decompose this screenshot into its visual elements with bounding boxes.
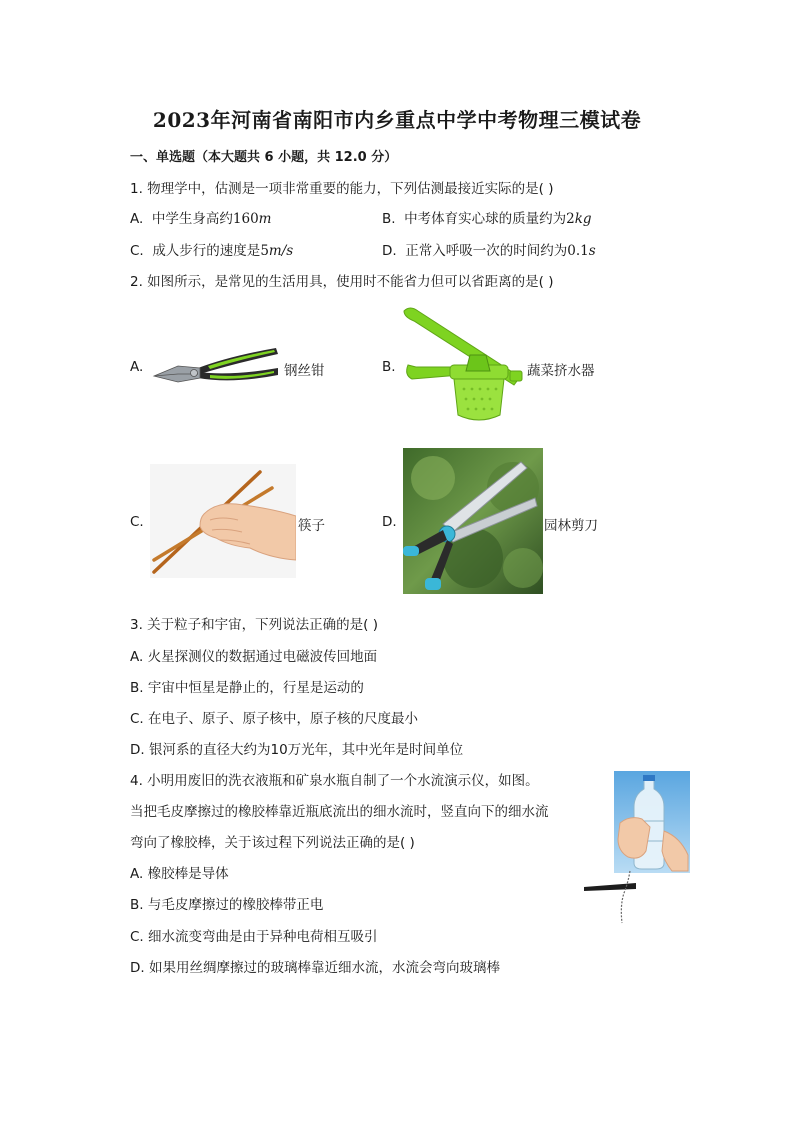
q4-stem-line2: 当把毛皮摩擦过的橡胶棒靠近瓶底流出的细水流时，竖直向下的细水流 xyxy=(130,804,549,820)
q2-option-a-label[interactable]: A. xyxy=(130,359,144,375)
q3-option-c[interactable]: C. 在电子、原子、原子核中，原子核的尺度最小 xyxy=(130,711,419,727)
q2-option-d-label[interactable]: D. xyxy=(382,514,397,530)
chopsticks-image xyxy=(150,464,296,578)
q3-option-b[interactable]: B. 宇宙中恒星是静止的，行星是运动的 xyxy=(130,680,364,696)
q2-option-c-label[interactable]: C. xyxy=(130,514,144,530)
q4-option-a[interactable]: A. 橡胶棒是导体 xyxy=(130,866,229,882)
q3-option-d[interactable]: D. 银河系的直径大约为10万光年，其中光年是时间单位 xyxy=(130,742,464,758)
q1-option-b[interactable]: B. 中考体育实心球的质量约为2kg xyxy=(382,211,592,227)
vegetable-squeezer-image xyxy=(400,305,526,429)
pliers-image xyxy=(150,338,282,394)
q1-option-a[interactable]: A. 中学生身高约160m xyxy=(130,211,272,227)
garden-shears-image xyxy=(403,448,543,594)
q3-option-a[interactable]: A. 火星探测仪的数据通过电磁波传回地面 xyxy=(130,649,378,665)
q1-option-c[interactable]: C. 成人步行的速度是5m/s xyxy=(130,243,294,259)
q2-option-b-label[interactable]: B. xyxy=(382,359,396,375)
q2-option-c-caption: 筷子 xyxy=(298,518,325,534)
q2-option-a-caption: 钢丝钳 xyxy=(284,363,325,379)
q4-option-b[interactable]: B. 与毛皮摩擦过的橡胶棒带正电 xyxy=(130,897,324,913)
q2-option-d-caption: 园林剪刀 xyxy=(544,518,598,534)
section-heading: 一、单选题（本大题共 6 小题，共 12.0 分） xyxy=(130,150,398,165)
q1-stem: 1. 物理学中，估测是一项非常重要的能力，下列估测最接近实际的是( ) xyxy=(130,181,554,197)
page-title: 2023年河南省南阳市内乡重点中学中考物理三模试卷 xyxy=(152,108,642,132)
q4-option-d[interactable]: D. 如果用丝绸摩擦过的玻璃棒靠近细水流，水流会弯向玻璃棒 xyxy=(130,960,500,976)
q4-stem-line1: 4. 小明用废旧的洗衣液瓶和矿泉水瓶自制了一个水流演示仪，如图。 xyxy=(130,773,539,789)
q4-option-c[interactable]: C. 细水流变弯曲是由于异种电荷相互吸引 xyxy=(130,929,378,945)
q3-stem: 3. 关于粒子和宇宙，下列说法正确的是( ) xyxy=(130,617,378,633)
q2-stem: 2. 如图所示，是常见的生活用具，使用时不能省力但可以省距离的是( ) xyxy=(130,274,554,290)
q4-stem-line3: 弯向了橡胶棒，关于该过程下列说法正确的是( ) xyxy=(130,835,415,851)
water-flow-demo-image xyxy=(584,771,692,927)
q2-option-b-caption: 蔬菜挤水器 xyxy=(527,363,595,379)
q1-option-d[interactable]: D. 正常入呼吸一次的时间约为0.1s xyxy=(382,243,596,259)
